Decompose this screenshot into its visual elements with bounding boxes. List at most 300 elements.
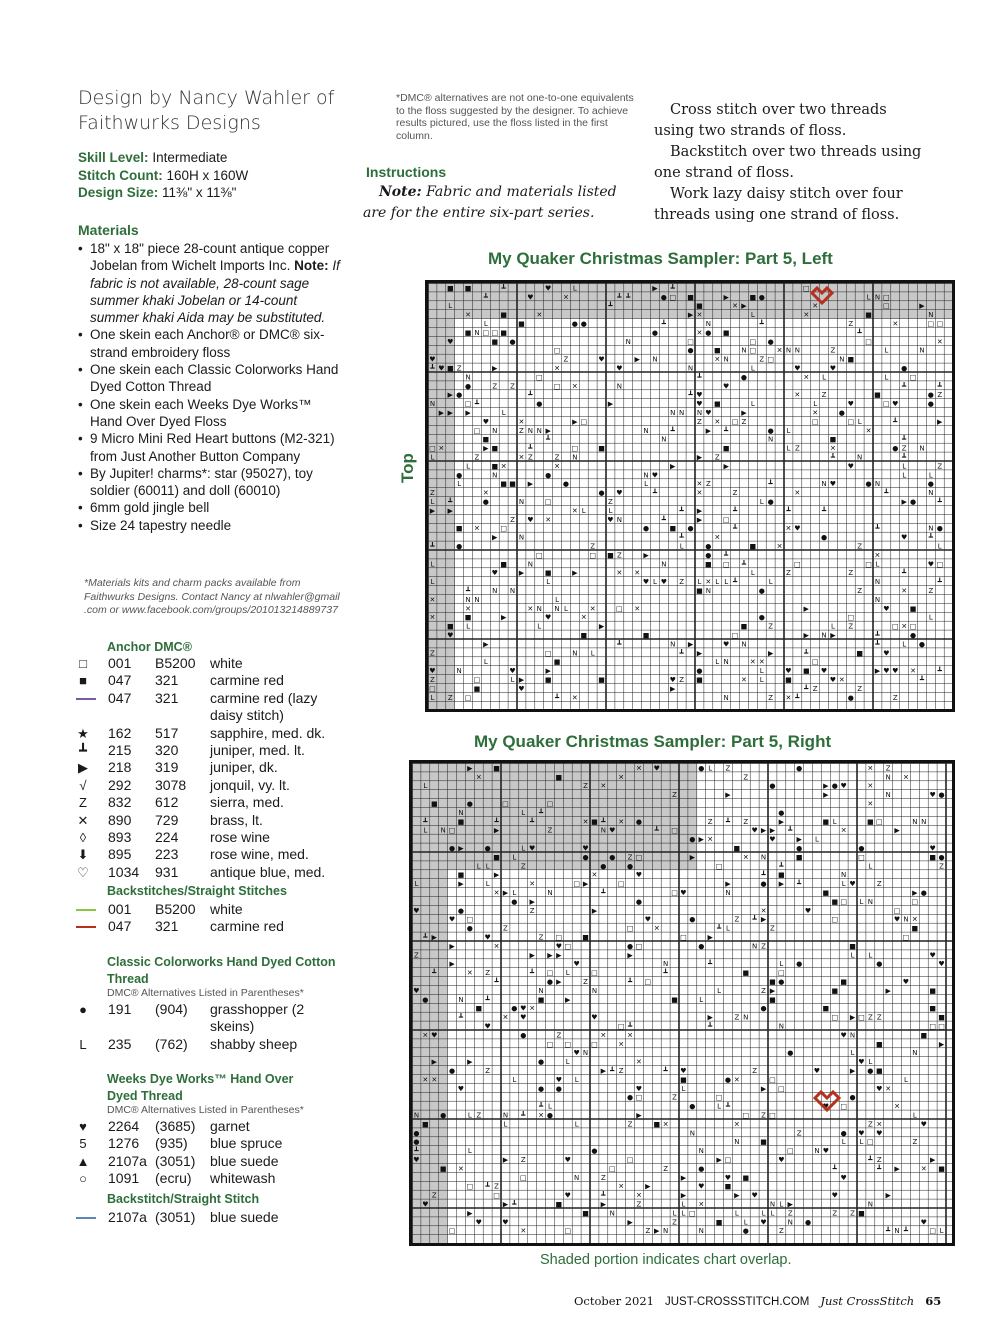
svg-text:□: □ (448, 1227, 456, 1236)
svg-text:✕: ✕ (885, 1084, 892, 1093)
svg-text:▶: ▶ (894, 826, 900, 835)
svg-text:■: ■ (749, 293, 757, 302)
svg-text:N: N (760, 853, 767, 862)
svg-text:┻: ┻ (494, 817, 499, 826)
stitch-symbol-icon: ♥ (79, 1119, 87, 1134)
svg-text:□: □ (847, 613, 855, 622)
svg-text:L: L (574, 1075, 579, 1084)
svg-text:┻: ┻ (919, 676, 925, 684)
svg-text:▶: ▶ (796, 835, 802, 844)
svg-text:L: L (681, 1200, 686, 1209)
svg-text:L: L (485, 862, 490, 871)
svg-text:□: □ (749, 346, 757, 355)
svg-text:N: N (429, 400, 436, 409)
svg-text:♥: ♥ (447, 337, 454, 346)
svg-text:L: L (841, 880, 846, 889)
svg-text:□: □ (731, 631, 739, 640)
svg-text:▶: ▶ (431, 1058, 437, 1067)
svg-text:■: ■ (491, 444, 499, 453)
svg-text:✕: ✕ (465, 604, 471, 613)
svg-text:Z: Z (627, 853, 633, 862)
svg-text:Z: Z (759, 355, 765, 364)
svg-text:♥: ♥ (927, 560, 934, 569)
svg-text:●: ● (767, 337, 774, 346)
svg-text:┻: ┻ (759, 320, 764, 328)
svg-text:■: ■ (778, 871, 785, 880)
svg-text:♥: ♥ (920, 1120, 927, 1129)
svg-text:Z: Z (761, 1111, 766, 1120)
svg-text:┻: ┻ (430, 364, 435, 373)
svg-text:■: ■ (785, 676, 792, 684)
svg-text:N: N (616, 382, 622, 391)
svg-text:■: ■ (865, 311, 872, 320)
svg-text:●: ● (440, 1111, 447, 1120)
svg-text:●: ● (849, 1093, 856, 1102)
svg-text:Z: Z (821, 391, 827, 400)
key-row (74, 1001, 344, 1034)
svg-text:✕: ✕ (429, 613, 436, 622)
svg-text:□: □ (929, 1022, 936, 1031)
svg-text:✕: ✕ (903, 773, 909, 782)
svg-text:▶: ▶ (670, 462, 676, 471)
svg-text:┻: ┻ (937, 578, 942, 587)
svg-text:L: L (430, 578, 435, 587)
stitch-symbol-icon: ■ (79, 673, 87, 689)
svg-text:□: □ (883, 293, 890, 302)
svg-text:Z: Z (520, 862, 526, 871)
svg-text:♥: ♥ (669, 676, 676, 684)
svg-text:N: N (492, 426, 498, 435)
svg-text:●: ● (796, 960, 803, 969)
svg-text:L: L (928, 613, 933, 622)
svg-text:♥: ♥ (635, 1084, 643, 1093)
svg-text:N: N (794, 346, 800, 355)
svg-text:▶: ▶ (803, 631, 809, 640)
svg-text:Z: Z (876, 1156, 882, 1164)
svg-text:✕: ✕ (742, 853, 749, 862)
stitch-symbol-icon: Z (79, 795, 87, 811)
svg-text:┻: ┻ (654, 826, 659, 835)
stitch-symbol-icon: √ (79, 777, 87, 793)
svg-text:□: □ (502, 800, 509, 808)
svg-text:L: L (652, 578, 657, 587)
svg-text:●: ● (536, 400, 543, 409)
material-item: • One skein each Weeks Dye Works™ Hand Over Dyed Floss (78, 396, 346, 431)
svg-text:♥: ♥ (429, 667, 436, 676)
svg-text:┻: ┻ (483, 293, 488, 302)
svg-text:✕: ✕ (618, 1182, 625, 1191)
svg-text:✕: ✕ (776, 542, 783, 551)
svg-text:□: □ (429, 444, 436, 453)
svg-text:Z: Z (830, 346, 836, 355)
svg-text:L: L (563, 604, 568, 613)
svg-text:N: N (465, 595, 471, 604)
svg-text:□: □ (493, 1191, 500, 1200)
svg-text:●: ● (660, 293, 667, 302)
svg-text:✕: ✕ (634, 569, 641, 578)
svg-text:■: ■ (713, 346, 721, 355)
svg-text:▶: ▶ (500, 613, 507, 622)
svg-text:●: ● (778, 978, 785, 986)
svg-text:N: N (698, 1227, 704, 1236)
svg-text:▶: ▶ (778, 817, 785, 826)
svg-text:Z: Z (431, 1191, 437, 1200)
svg-text:■: ■ (457, 817, 465, 826)
svg-text:┻: ┻ (512, 1200, 517, 1209)
svg-text:L: L (779, 960, 784, 969)
svg-text:Z: Z (492, 382, 498, 391)
svg-text:♥: ♥ (509, 667, 516, 676)
svg-text:●: ● (635, 897, 643, 906)
svg-text:L: L (868, 951, 873, 960)
svg-text:L: L (483, 320, 488, 328)
svg-text:□: □ (473, 426, 481, 435)
material-item: • By Jupiter! charms*: star (95027), toy soldier (60011) and doll (60010) (78, 465, 346, 500)
svg-text:♥: ♥ (438, 364, 445, 373)
svg-text:▶: ▶ (518, 569, 525, 578)
svg-text:Z: Z (848, 320, 854, 328)
svg-text:L: L (423, 782, 428, 791)
svg-text:N: N (928, 489, 934, 498)
svg-text:N: N (752, 942, 758, 951)
svg-text:N: N (734, 1138, 740, 1147)
svg-text:N: N (670, 640, 676, 649)
svg-text:✕: ✕ (911, 915, 918, 924)
svg-text:■: ■ (500, 480, 507, 489)
svg-text:┻: ┻ (875, 631, 880, 640)
svg-text:N: N (919, 444, 925, 453)
svg-text:Z: Z (672, 1218, 677, 1227)
svg-text:▶: ▶ (458, 880, 464, 889)
svg-text:▶: ▶ (885, 1191, 891, 1200)
svg-text:□: □ (626, 924, 634, 933)
svg-text:□: □ (617, 1022, 625, 1031)
svg-text:♥: ♥ (413, 1156, 420, 1164)
svg-text:Z: Z (476, 1111, 482, 1120)
svg-text:□: □ (635, 942, 643, 951)
svg-text:♥: ♥ (822, 1147, 829, 1156)
svg-text:N: N (661, 560, 667, 569)
svg-text:♥: ♥ (751, 826, 758, 835)
stitch-symbol-icon: ┻ (79, 743, 87, 758)
svg-text:▶: ▶ (830, 631, 836, 640)
stitch-symbol-icon: ◊ (79, 830, 87, 845)
svg-text:L: L (786, 426, 791, 435)
svg-text:●: ● (927, 400, 934, 409)
svg-text:N: N (643, 471, 649, 480)
svg-text:▶: ▶ (894, 1164, 900, 1173)
svg-text:♥: ♥ (847, 400, 854, 409)
key-row (74, 689, 344, 723)
svg-text:▶: ▶ (483, 640, 489, 649)
svg-text:▶: ▶ (467, 1209, 473, 1218)
chart-left-pattern (428, 283, 952, 709)
svg-text:□: □ (448, 826, 456, 835)
key-c: sierra, med. (210, 794, 284, 811)
svg-text:▶: ▶ (458, 844, 464, 853)
svg-text:□: □ (722, 515, 730, 524)
key-b: (762) (155, 1035, 188, 1052)
svg-text:L: L (759, 667, 764, 676)
svg-text:□: □ (731, 417, 739, 426)
key-a: 895 (108, 846, 132, 863)
key-row (74, 759, 344, 776)
svg-text:▶: ▶ (901, 498, 907, 506)
svg-text:✕: ✕ (571, 506, 578, 515)
key-b: B5200 (155, 901, 196, 917)
svg-text:✕: ✕ (760, 906, 767, 915)
svg-text:✕: ✕ (422, 1075, 429, 1084)
svg-text:N: N (679, 409, 685, 417)
svg-text:N: N (554, 604, 560, 613)
svg-text:♥: ♥ (892, 400, 899, 409)
stitch-line-icon (76, 926, 96, 928)
svg-text:●: ● (689, 1102, 696, 1111)
svg-text:■: ■ (439, 1164, 447, 1173)
svg-text:L: L (770, 1209, 775, 1218)
svg-text:L: L (501, 409, 506, 417)
svg-text:▶: ▶ (787, 1200, 793, 1209)
svg-text:✕: ✕ (840, 826, 847, 835)
svg-text:□: □ (546, 969, 554, 978)
svg-text:L: L (679, 542, 684, 551)
svg-text:Z: Z (885, 764, 891, 773)
svg-text:♥: ♥ (520, 1013, 527, 1022)
svg-text:▶: ▶ (438, 409, 445, 417)
svg-text:L: L (832, 817, 837, 826)
svg-text:┻: ┻ (530, 817, 535, 826)
svg-text:┻: ┻ (788, 826, 793, 835)
svg-text:▶: ▶ (741, 302, 747, 311)
svg-text:N: N (723, 355, 729, 364)
svg-text:▶: ▶ (645, 1182, 651, 1191)
key-b: (ecru) (155, 1170, 192, 1187)
svg-text:♥: ♥ (920, 1218, 927, 1227)
svg-text:▶: ▶ (885, 986, 891, 995)
svg-text:●: ● (804, 1218, 812, 1227)
svg-text:▶: ▶ (502, 1200, 509, 1209)
svg-text:L: L (724, 578, 729, 587)
svg-text:♥: ♥ (598, 355, 605, 364)
svg-text:♥: ♥ (883, 667, 890, 676)
svg-text:✕: ✕ (589, 604, 596, 613)
svg-text:□: □ (831, 1013, 839, 1022)
svg-text:✕: ✕ (758, 658, 765, 667)
svg-text:N: N (857, 453, 863, 462)
svg-text:N: N (785, 346, 792, 355)
svg-text:●: ● (537, 1084, 545, 1093)
svg-text:Z: Z (430, 489, 435, 498)
svg-text:□: □ (680, 933, 687, 942)
svg-text:✕: ✕ (894, 1102, 900, 1111)
key-row: 2107a (3051) blue suede (74, 1209, 344, 1226)
svg-text:✕: ✕ (616, 569, 623, 578)
svg-text:■: ■ (457, 871, 465, 880)
svg-text:L: L (466, 622, 471, 631)
weeks-backstitch-heading: Backstitch/Straight Stitch (107, 1192, 260, 1206)
svg-text:♥: ♥ (564, 1156, 571, 1164)
svg-text:□: □ (466, 1182, 474, 1191)
svg-text:✕: ✕ (518, 417, 525, 426)
svg-text:Z: Z (867, 1120, 873, 1129)
svg-text:┻: ┻ (697, 373, 702, 382)
svg-text:✕: ✕ (636, 1191, 642, 1200)
svg-text:▶: ▶ (467, 1058, 473, 1067)
svg-text:■: ■ (822, 817, 830, 826)
svg-text:N: N (458, 995, 464, 1004)
svg-text:♥: ♥ (680, 1067, 687, 1075)
designer-line2: Faithwurks Designs (78, 112, 261, 134)
svg-text:L: L (939, 1227, 944, 1236)
svg-text:L: L (423, 826, 428, 835)
svg-text:■: ■ (929, 853, 936, 862)
svg-text:✕: ✕ (867, 782, 874, 791)
svg-text:┻: ┻ (708, 1022, 713, 1031)
svg-text:┻: ┻ (886, 1227, 891, 1236)
svg-text:■: ■ (491, 337, 499, 346)
svg-text:▶: ▶ (707, 1013, 713, 1022)
svg-text:L: L (868, 1058, 873, 1067)
svg-text:L: L (857, 417, 862, 426)
svg-text:▶: ▶ (547, 951, 553, 960)
svg-text:┻: ┻ (670, 426, 675, 435)
svg-text:▶: ▶ (627, 1218, 633, 1227)
svg-text:□: □ (715, 862, 723, 871)
svg-text:┻: ┻ (546, 435, 551, 444)
svg-text:N: N (743, 1013, 749, 1022)
svg-text:●: ● (796, 844, 803, 853)
svg-text:●: ● (537, 1058, 545, 1067)
svg-text:●: ● (867, 1067, 874, 1075)
weeks-heading: Weeks Dye Works™ Hand Over Dyed Thread (107, 1072, 294, 1103)
svg-text:Z: Z (583, 978, 588, 986)
svg-text:┻: ┻ (528, 444, 533, 453)
svg-text:■: ■ (555, 1200, 563, 1209)
svg-text:┻: ┻ (832, 1164, 837, 1173)
svg-text:✕: ✕ (600, 782, 607, 791)
svg-text:┻: ┻ (608, 302, 613, 311)
svg-text:■: ■ (874, 391, 881, 400)
svg-text:□: □ (535, 373, 543, 382)
svg-text:●: ● (909, 631, 917, 640)
chart-left-grid (425, 280, 955, 712)
svg-text:□: □ (671, 826, 678, 835)
svg-text:♥: ♥ (448, 915, 456, 924)
svg-text:♥: ♥ (447, 631, 454, 640)
svg-text:▶: ▶ (687, 311, 694, 320)
svg-text:♥: ♥ (938, 960, 945, 969)
stitch-line-icon (76, 698, 96, 700)
svg-text:□: □ (769, 1111, 776, 1120)
svg-text:■: ■ (430, 800, 438, 808)
svg-text:■: ■ (580, 631, 588, 640)
svg-text:N: N (839, 355, 845, 364)
svg-text:┻: ┻ (875, 524, 880, 533)
svg-text:L: L (537, 622, 542, 631)
svg-text:♥: ♥ (616, 364, 623, 373)
svg-text:Z: Z (734, 915, 740, 924)
svg-text:●: ● (456, 391, 463, 400)
svg-text:Z: Z (937, 462, 943, 471)
svg-text:L: L (859, 1138, 864, 1147)
chart-left-title: My Quaker Christmas Sampler: Part 5, Left (488, 249, 833, 268)
svg-text:✕: ✕ (867, 764, 874, 773)
svg-text:□: □ (794, 560, 801, 569)
svg-text:▶: ▶ (556, 951, 562, 960)
key-row (74, 672, 344, 689)
svg-text:■: ■ (544, 676, 552, 684)
svg-text:L: L (750, 569, 755, 578)
svg-text:●: ● (600, 862, 607, 871)
svg-text:♥: ♥ (484, 933, 491, 942)
svg-text:L: L (672, 1209, 677, 1218)
instruction-backstitch: Backstitch over two threads using one strand of floss. (654, 144, 922, 181)
svg-text:□: □ (519, 1173, 527, 1182)
svg-text:□: □ (687, 337, 694, 346)
svg-text:✕: ✕ (529, 880, 536, 889)
svg-text:■: ■ (446, 622, 454, 631)
svg-text:✕: ✕ (901, 587, 908, 595)
svg-text:●: ● (847, 693, 854, 702)
anchor-dmc-heading: Anchor DMC® (107, 640, 192, 654)
svg-text:L: L (779, 1200, 784, 1209)
svg-text:┻: ┻ (627, 978, 633, 986)
svg-text:N: N (689, 1129, 695, 1138)
svg-text:♥: ♥ (794, 364, 801, 373)
svg-text:♥: ♥ (794, 524, 801, 533)
svg-text:■: ■ (696, 587, 703, 595)
svg-text:N: N (928, 311, 934, 320)
svg-text:✕: ✕ (812, 409, 819, 417)
svg-text:✕: ✕ (465, 311, 471, 320)
svg-text:▶: ▶ (572, 569, 578, 578)
svg-text:▶: ▶ (654, 1227, 660, 1236)
svg-text:┻: ┻ (797, 880, 802, 889)
svg-text:▶: ▶ (769, 986, 776, 995)
svg-text:■: ■ (422, 1120, 429, 1129)
svg-text:▶: ▶ (938, 1040, 945, 1049)
svg-text:●: ● (456, 542, 463, 551)
key-b: 224 (155, 829, 179, 845)
svg-text:■: ■ (769, 978, 776, 986)
svg-text:Z: Z (741, 417, 747, 426)
svg-text:┻: ┻ (902, 435, 907, 444)
svg-text:□: □ (749, 337, 757, 346)
svg-text:♥: ♥ (555, 942, 562, 951)
svg-text:■: ■ (555, 773, 563, 782)
svg-text:Z: Z (743, 817, 749, 826)
svg-text:Z: Z (832, 1209, 838, 1218)
svg-text:▶: ▶ (634, 355, 640, 364)
svg-text:▶: ▶ (545, 426, 551, 435)
svg-text:♥: ♥ (840, 782, 847, 791)
svg-text:Z: Z (527, 453, 533, 462)
key-a: 001 (108, 901, 132, 917)
svg-text:■: ■ (696, 676, 703, 684)
svg-text:N: N (778, 1022, 784, 1031)
svg-text:♥: ♥ (475, 1218, 482, 1227)
svg-text:Z: Z (848, 622, 854, 631)
svg-text:N: N (769, 1200, 776, 1209)
svg-text:Z: Z (645, 1227, 651, 1236)
svg-text:✕: ✕ (812, 302, 819, 311)
svg-text:✕: ✕ (901, 622, 908, 631)
svg-text:✕: ✕ (554, 462, 560, 471)
svg-text:♥: ♥ (422, 1200, 429, 1209)
svg-text:┻: ┻ (779, 862, 784, 871)
svg-text:L: L (483, 658, 488, 667)
svg-text:●: ● (598, 489, 605, 498)
